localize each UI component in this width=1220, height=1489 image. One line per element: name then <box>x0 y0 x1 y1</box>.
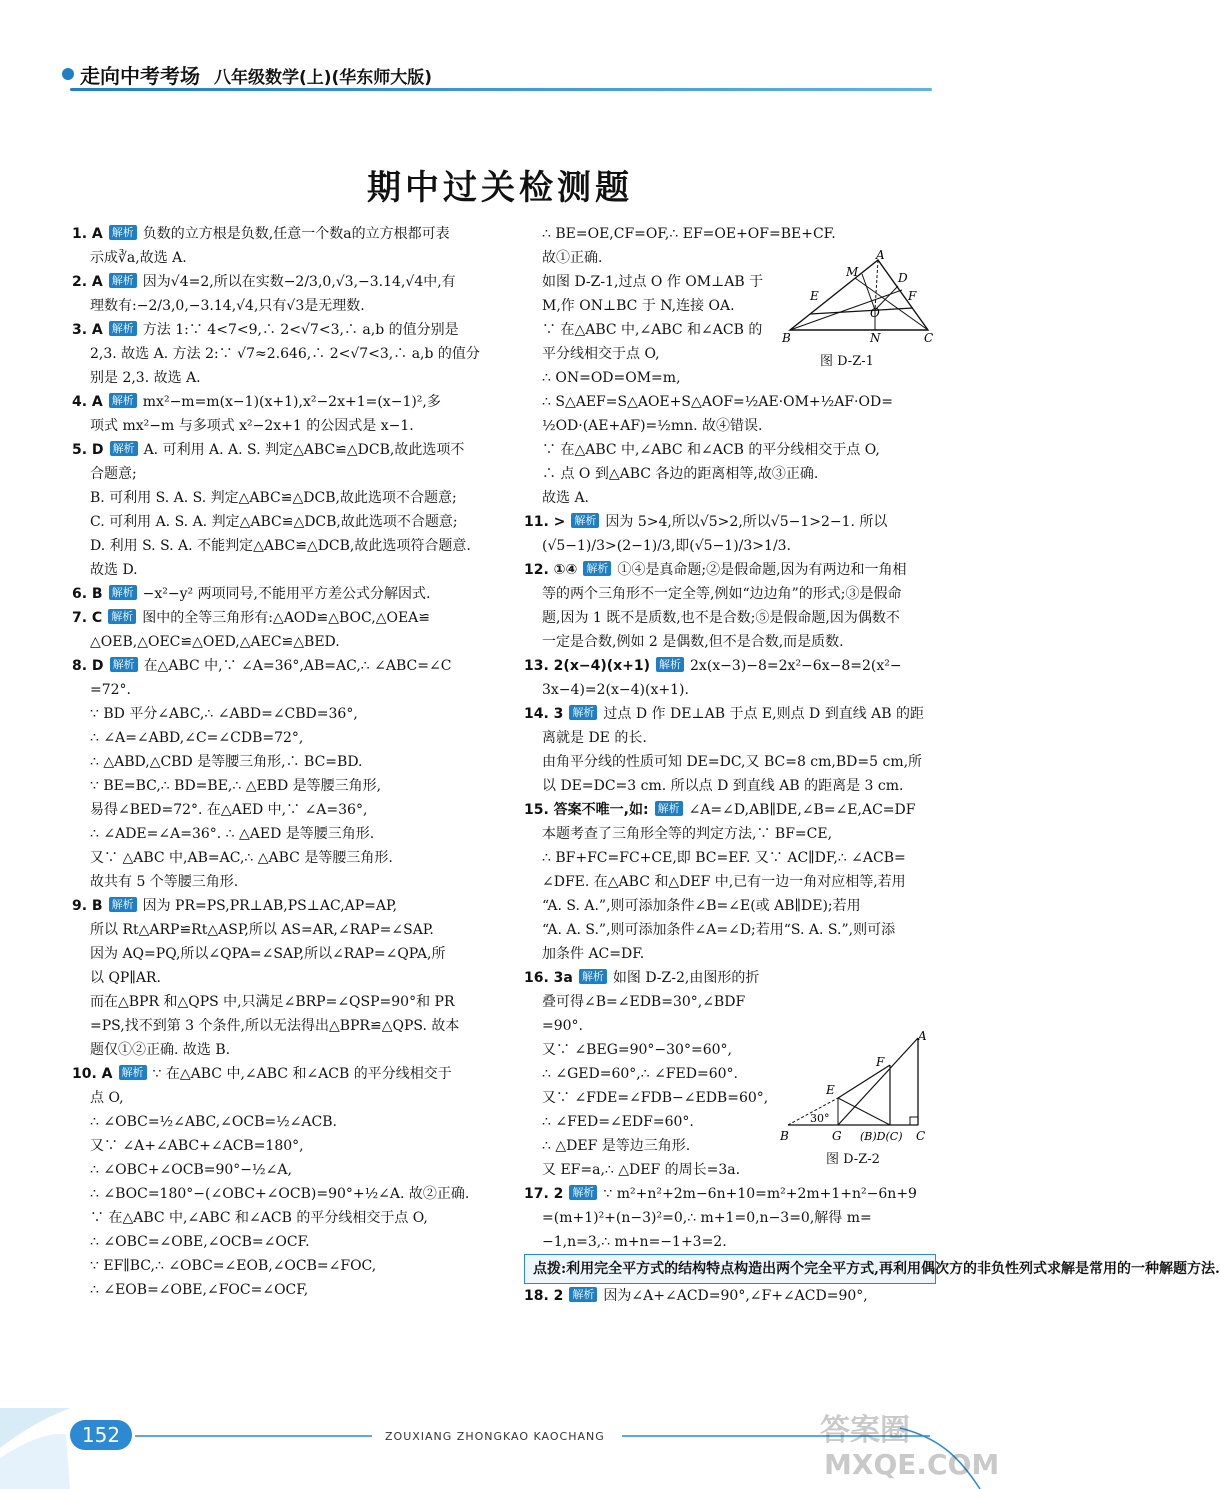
fig1-label-d: D <box>898 271 908 285</box>
figure-dz2-drawing <box>778 1030 938 1145</box>
answer-text: −1,n=3,∴ m+n=−1+3=2. <box>542 1234 727 1250</box>
answer-text: ∴ ∠BOC=180°−(∠OBC+∠OCB)=90°+½∠A. 故②正确. <box>90 1186 470 1202</box>
right-line <box>524 1284 936 1308</box>
answer-text: 故选 A. <box>542 490 590 506</box>
answer-text: 2x(x−3)−8=2x²−6x−8=2(x²− <box>690 658 902 674</box>
answer-text: ∵ 在△ABC 中,∠ABC 和∠ACB 的平分线相交于 <box>152 1066 452 1082</box>
answer-text: 故选 D. <box>90 562 138 578</box>
answer-text: 一定是合数,例如 2 是偶数,但不是合数,而是质数. <box>542 634 844 650</box>
book-title: 八年级数学(上)(华东师大版) <box>214 68 433 88</box>
right-line <box>524 678 936 702</box>
fig1-label-c: C <box>924 331 934 345</box>
answer-text: mx²−m=m(x−1)(x+1),x²−2x+1=(x−1)²,多 <box>142 394 441 410</box>
fig2-label-d: (B)D(C) <box>860 1130 903 1143</box>
analysis-tag: 解析 <box>110 657 138 672</box>
left-line <box>72 534 492 558</box>
answer-text: 2,3. 故选 A. 方法 2:∵ √7≈2.646,∴ 2<√7<3,∴ a,b 的值分 <box>90 346 480 362</box>
answer-text: 图中的全等三角形有:△AOD≌△BOC,△OEA≌ <box>142 610 431 626</box>
left-line <box>72 774 492 798</box>
left-line <box>72 822 492 846</box>
left-line <box>72 438 492 462</box>
answer-text: ∴ S△AEF=S△AOE+S△AOF=½AE·OM+½AF·OD= <box>542 394 893 410</box>
answer-text: ∵ 在△ABC 中,∠ABC 和∠ACB 的 <box>542 322 763 338</box>
answer-text: 又∵ ∠A+∠ABC+∠ACB=180°, <box>90 1138 304 1154</box>
page-header <box>62 60 942 94</box>
answer-text: B. 可利用 S. A. S. 判定△ABC≌△DCB,故此选项不合题意; <box>90 490 457 506</box>
right-line <box>524 942 936 966</box>
analysis-tag: 解析 <box>108 609 136 624</box>
left-line <box>72 750 492 774</box>
left-line <box>72 1134 492 1158</box>
left-column <box>72 222 492 1302</box>
answer-text: 所以 Rt△ARP≌Rt△ASP,所以 AS=AR,∠RAP=∠SAP. <box>90 922 434 938</box>
analysis-tag: 解析 <box>655 801 683 816</box>
analysis-tag: 解析 <box>109 393 137 408</box>
answer-text: 故①正确. <box>542 250 603 266</box>
answer-text: 又∵ △ABC 中,AB=AC,∴ △ABC 是等腰三角形. <box>90 850 393 866</box>
analysis-tag: 解析 <box>119 1065 147 1080</box>
answer-text: 负数的立方根是负数,任意一个数a的立方根都可表 <box>142 226 450 242</box>
brand-title: 走向中考考场 <box>80 64 200 88</box>
answer-text: ∠DFE. 在△ABC 和△DEF 中,已有一边一角对应相等,若用 <box>542 874 906 890</box>
left-line <box>72 1062 492 1086</box>
answer-text: ∴ ∠OBC=∠OBE,∠OCB=∠OCF. <box>90 1234 310 1250</box>
fig1-label-n: N <box>870 331 881 345</box>
left-line <box>72 390 492 414</box>
answer-text: =72°. <box>90 682 131 698</box>
answer-text: 由角平分线的性质可知 DE=DC,又 BC=8 cm,BD=5 cm,所 <box>542 754 923 770</box>
answer-text: 过点 D 作 DE⊥AB 于点 E,则点 D 到直线 AB 的距 <box>603 706 924 722</box>
left-line <box>72 222 492 246</box>
answer-text: ∵ 在△ABC 中,∠ABC 和∠ACB 的平分线相交于点 O, <box>90 1210 428 1226</box>
answer-text: 点 O, <box>90 1090 124 1106</box>
answer-text: 又∵ ∠BEG=90°−30°=60°, <box>542 1042 732 1058</box>
right-line <box>524 846 936 870</box>
left-line <box>72 1206 492 1230</box>
answer-text: 题仅①②正确. 故选 B. <box>90 1042 231 1058</box>
answer-text: ∴ △DEF 是等边三角形. <box>542 1138 691 1154</box>
analysis-tag: 解析 <box>569 705 597 720</box>
right-line <box>524 798 936 822</box>
left-line <box>72 414 492 438</box>
tip-box: 点拨:利用完全平方式的结构特点构造出两个完全平方式,再利用偶次方的非负性列式求解是常用的一种解题方法. <box>524 1254 936 1284</box>
answer-text: ½OD·(AE+AF)=½mn. 故④错误. <box>542 418 763 434</box>
answer-text: 因为 5>4,所以√5>2,所以√5−1>2−1. 所以 <box>605 514 888 530</box>
answer-text: ∴ BE=OE,CF=OF,∴ EF=OE+OF=BE+CF. <box>542 226 836 242</box>
fig1-label-b: B <box>782 331 791 345</box>
answer-text: 因为√4=2,所以在实数−2/3,0,√3,−3.14,√4中,有 <box>142 274 456 290</box>
answer-text: ∴ ∠FED=∠EDF=60°. <box>542 1114 694 1130</box>
analysis-tag: 解析 <box>569 1185 597 1200</box>
left-line <box>72 558 492 582</box>
right-line <box>524 222 936 246</box>
answer-number: 15. 答案不唯一,如: <box>524 802 649 818</box>
fig1-label-e: E <box>810 289 819 303</box>
analysis-tag: 解析 <box>109 321 137 336</box>
answer-text: ∴ 点 O 到△ABC 各边的距离相等,故③正确. <box>542 466 819 482</box>
right-line <box>524 1230 936 1254</box>
footer-subtitle: ZOUXIANG ZHONGKAO KAOCHANG <box>385 1430 605 1443</box>
answer-text: 3x−4)=2(x−4)(x+1). <box>542 682 689 698</box>
right-line <box>524 990 936 1014</box>
left-line <box>72 270 492 294</box>
answer-text: △OEB,△OEC≌△OED,△AEC≌△BED. <box>90 634 340 650</box>
figure-dz1-caption: 图 D-Z-1 <box>820 354 874 369</box>
right-line <box>524 750 936 774</box>
answer-text: 平分线相交于点 O, <box>542 346 660 362</box>
left-line <box>72 726 492 750</box>
answer-text: ∴ ∠ADE=∠A=36°. ∴ △AED 是等腰三角形. <box>90 826 375 842</box>
figure-dz2-caption: 图 D-Z-2 <box>826 1152 880 1167</box>
answer-text: ∴ ∠OBC=½∠ABC,∠OCB=½∠ACB. <box>90 1114 337 1130</box>
fig2-label-c: C <box>916 1129 926 1143</box>
answer-text: 合题意; <box>90 466 137 482</box>
answer-number: 14. 3 <box>524 706 564 722</box>
answer-number: 1. A <box>72 226 103 242</box>
left-line <box>72 1158 492 1182</box>
left-line <box>72 966 492 990</box>
left-line <box>72 1086 492 1110</box>
answer-text: 等的两个三角形不一定全等,例如“边边角”的形式;③是假命 <box>542 586 902 602</box>
answer-text: 别是 2,3. 故选 A. <box>90 370 201 386</box>
left-line <box>72 582 492 606</box>
right-line <box>524 510 936 534</box>
right-line <box>524 390 936 414</box>
answer-text: ∵ EF∥BC,∴ ∠OBC=∠EOB,∠OCB=∠FOC, <box>90 1258 377 1274</box>
fig1-label-f: F <box>908 289 917 303</box>
right-line <box>524 558 936 582</box>
right-line <box>524 654 936 678</box>
left-line <box>72 318 492 342</box>
figure-dz1 <box>780 250 940 375</box>
analysis-tag: 解析 <box>109 225 137 240</box>
left-line <box>72 366 492 390</box>
answer-text: 又 EF=a,∴ △DEF 的周长=3a. <box>542 1162 741 1178</box>
left-line <box>72 1278 492 1302</box>
answer-text: 易得∠BED=72°. 在△AED 中,∵ ∠A=36°, <box>90 802 368 818</box>
answer-text: D. 利用 S. S. A. 不能判定△ABC≌△DCB,故此选项符合题意. <box>90 538 471 554</box>
right-line <box>524 822 936 846</box>
analysis-tag: 解析 <box>109 585 137 600</box>
answer-text: 本题考查了三角形全等的判定方法,∵ BF=CE, <box>542 826 833 842</box>
answer-text: ∴ BF+FC=FC+CE,即 BC=EF. 又∵ AC∥DF,∴ ∠ACB= <box>542 850 906 866</box>
left-line <box>72 894 492 918</box>
left-line <box>72 678 492 702</box>
fig2-label-e: E <box>826 1083 835 1097</box>
left-line <box>72 942 492 966</box>
fig1-label-a: A <box>876 248 885 262</box>
answer-text: 项式 mx²−m 与多项式 x²−2x+1 的公因式是 x−1. <box>90 418 414 434</box>
answer-number: 8. D <box>72 658 104 674</box>
answer-text: (√5−1)/3>(2−1)/3,即(√5−1)/3>1/3. <box>542 538 792 554</box>
answer-number: 5. D <box>72 442 104 458</box>
analysis-tag: 解析 <box>109 273 137 288</box>
answer-text: ∴ ∠A=∠ABD,∠C=∠CDB=72°, <box>90 730 304 746</box>
fig1-label-o: O <box>870 306 880 320</box>
answer-text: ①④是真命题;②是假命题,因为有两边和一角相 <box>617 562 907 578</box>
right-line <box>524 1182 936 1206</box>
right-line <box>524 630 936 654</box>
answer-number: 4. A <box>72 394 103 410</box>
answer-text: 而在△BPR 和△QPS 中,只满足∠BRP=∠QSP=90°和 PR <box>90 994 455 1010</box>
right-line <box>524 606 936 630</box>
answer-number: 12. ①④ <box>524 562 578 578</box>
right-line <box>524 918 936 942</box>
answer-text: 离就是 DE 的长. <box>542 730 647 746</box>
answer-text: 题,因为 1 既不是质数,也不是合数;⑤是假命题,因为偶数不 <box>542 610 900 626</box>
answer-text: =PS,找不到第 3 个条件,所以无法得出△BPR≌△QPS. 故本 <box>90 1018 460 1034</box>
left-line <box>72 990 492 1014</box>
answer-text: M,作 ON⊥BC 于 N,连接 OA. <box>542 298 735 314</box>
right-line <box>524 438 936 462</box>
answer-text: ∴ ON=OD=OM=m, <box>542 370 681 386</box>
figure-dz2 <box>778 1030 938 1175</box>
left-line <box>72 1014 492 1038</box>
analysis-tag: 解析 <box>656 657 684 672</box>
answer-text: A. 可利用 A. A. S. 判定△ABC≌△DCB,故此选项不 <box>143 442 465 458</box>
answer-text: −x²−y² 两项同号,不能用平方差公式分解因式. <box>142 586 431 602</box>
answer-text: 示成∛a,故选 A. <box>90 250 187 266</box>
left-line <box>72 294 492 318</box>
left-line <box>72 918 492 942</box>
analysis-tag: 解析 <box>583 561 611 576</box>
left-line <box>72 1038 492 1062</box>
left-line <box>72 462 492 486</box>
left-line <box>72 1254 492 1278</box>
figure-dz1-drawing <box>780 250 940 345</box>
answer-number: 11. > <box>524 514 566 530</box>
answer-text: ∴ △ABD,△CBD 是等腰三角形,∴ BC=BD. <box>90 754 363 770</box>
right-line <box>524 534 936 558</box>
answer-text: 又∵ ∠FDE=∠FDB−∠EDB=60°, <box>542 1090 769 1106</box>
answer-text: ∠A=∠D,AB∥DE,∠B=∠E,AC=DF <box>688 802 916 818</box>
right-line <box>524 702 936 726</box>
answer-number: 16. 3a <box>524 970 573 986</box>
left-line <box>72 798 492 822</box>
answer-text: ∴ ∠EOB=∠OBE,∠FOC=∠OCF, <box>90 1282 309 1298</box>
right-line <box>524 486 936 510</box>
left-line <box>72 702 492 726</box>
right-line <box>524 774 936 798</box>
answer-text: 方法 1:∵ 4<7<9,∴ 2<√7<3,∴ a,b 的值分别是 <box>142 322 459 338</box>
right-line <box>524 582 936 606</box>
answer-text: ∵ BD 平分∠ABC,∴ ∠ABD=∠CBD=36°, <box>90 706 358 722</box>
fig1-label-m: M <box>846 265 859 279</box>
watermark-logo: 答案圈 <box>820 1413 910 1448</box>
answer-text: 故共有 5 个等腰三角形. <box>90 874 239 890</box>
left-line <box>72 846 492 870</box>
bullet-icon <box>62 68 74 80</box>
answer-text: “A. S. A.”,则可添加条件∠B=∠E(或 AB∥DE);若用 <box>542 898 861 914</box>
answer-text: 因为 AQ=PQ,所以∠QPA=∠SAP,所以∠RAP=∠QPA,所 <box>90 946 446 962</box>
answer-text: ∵ 在△ABC 中,∠ABC 和∠ACB 的平分线相交于点 O, <box>542 442 880 458</box>
left-line <box>72 1182 492 1206</box>
left-line <box>72 870 492 894</box>
answer-text: “A. A. S.”,则可添加条件∠A=∠D;若用“S. A. S.”,则可添 <box>542 922 896 938</box>
fig2-label-g: G <box>832 1129 842 1143</box>
answer-number: 3. A <box>72 322 103 338</box>
analysis-tag: 解析 <box>110 441 138 456</box>
analysis-tag: 解析 <box>109 897 137 912</box>
right-line <box>524 894 936 918</box>
fig2-label-a: A <box>918 1029 927 1043</box>
answer-number: 7. C <box>72 610 103 626</box>
answer-text: 因为∠A+∠ACD=90°,∠F+∠ACD=90°, <box>603 1288 868 1304</box>
answer-text: =(m+1)²+(n−3)²=0,∴ m+1=0,n−3=0,解得 m= <box>542 1210 872 1226</box>
left-line <box>72 510 492 534</box>
right-line <box>524 966 936 990</box>
answer-text: ∵ m²+n²+2m−6n+10=m²+2m+1+n²−6n+9 <box>603 1186 917 1202</box>
fig2-label-angle: 30° <box>810 1112 830 1125</box>
left-line <box>72 342 492 366</box>
answer-number: 13. 2(x−4)(x+1) <box>524 658 651 674</box>
answer-number: 18. 2 <box>524 1288 564 1304</box>
answer-number: 6. B <box>72 586 103 602</box>
answer-text: ∴ ∠OBC+∠OCB=90°−½∠A, <box>90 1162 292 1178</box>
answer-text: ∴ ∠GED=60°,∴ ∠FED=60°. <box>542 1066 738 1082</box>
answer-text: 加条件 AC=DF. <box>542 946 645 962</box>
right-line <box>524 414 936 438</box>
answer-text: 在△ABC 中,∵ ∠A=36°,AB=AC,∴ ∠ABC=∠C <box>143 658 452 674</box>
left-line <box>72 1230 492 1254</box>
answer-text: C. 可利用 A. S. A. 判定△ABC≌△DCB,故此选项不合题意; <box>90 514 458 530</box>
answer-text: 因为 PR=PS,PR⊥AB,PS⊥AC,AP=AP, <box>142 898 398 914</box>
analysis-tag: 解析 <box>569 1287 597 1302</box>
answer-number: 10. A <box>72 1066 113 1082</box>
analysis-tag: 解析 <box>571 513 599 528</box>
fig2-label-b: B <box>780 1129 789 1143</box>
left-line <box>72 1110 492 1134</box>
header-rule <box>70 88 932 91</box>
right-line <box>524 1206 936 1230</box>
right-line <box>524 726 936 750</box>
answer-text: 如图 D-Z-2,由图形的折 <box>612 970 760 986</box>
answer-text: 以 QP∥AR. <box>90 970 161 986</box>
answer-number: 9. B <box>72 898 103 914</box>
left-line <box>72 246 492 270</box>
page-number: 152 <box>70 1420 132 1450</box>
answer-number: 17. 2 <box>524 1186 564 1202</box>
answer-text: 以 DE=DC=3 cm. 所以点 D 到直线 AB 的距离是 3 cm. <box>542 778 904 794</box>
page-title: 期中过关检测题 <box>367 168 633 208</box>
answer-text: 理数有:−2/3,0,−3.14,√4,只有√3是无理数. <box>90 298 365 314</box>
left-line <box>72 486 492 510</box>
answer-number: 2. A <box>72 274 103 290</box>
watermark-url: MXQE.COM <box>824 1448 1000 1481</box>
answer-text: =90°. <box>542 1018 583 1034</box>
fig2-label-f: F <box>876 1055 885 1069</box>
left-line <box>72 654 492 678</box>
right-line <box>524 870 936 894</box>
left-line <box>72 606 492 630</box>
analysis-tag: 解析 <box>579 969 607 984</box>
answer-text: 如图 D-Z-1,过点 O 作 OM⊥AB 于 <box>542 274 764 290</box>
answer-text: ∵ BE=BC,∴ BD=BE,∴ △EBD 是等腰三角形, <box>90 778 382 794</box>
left-line <box>72 630 492 654</box>
answer-text: 叠可得∠B=∠EDB=30°,∠BDF <box>542 994 746 1010</box>
right-line <box>524 462 936 486</box>
